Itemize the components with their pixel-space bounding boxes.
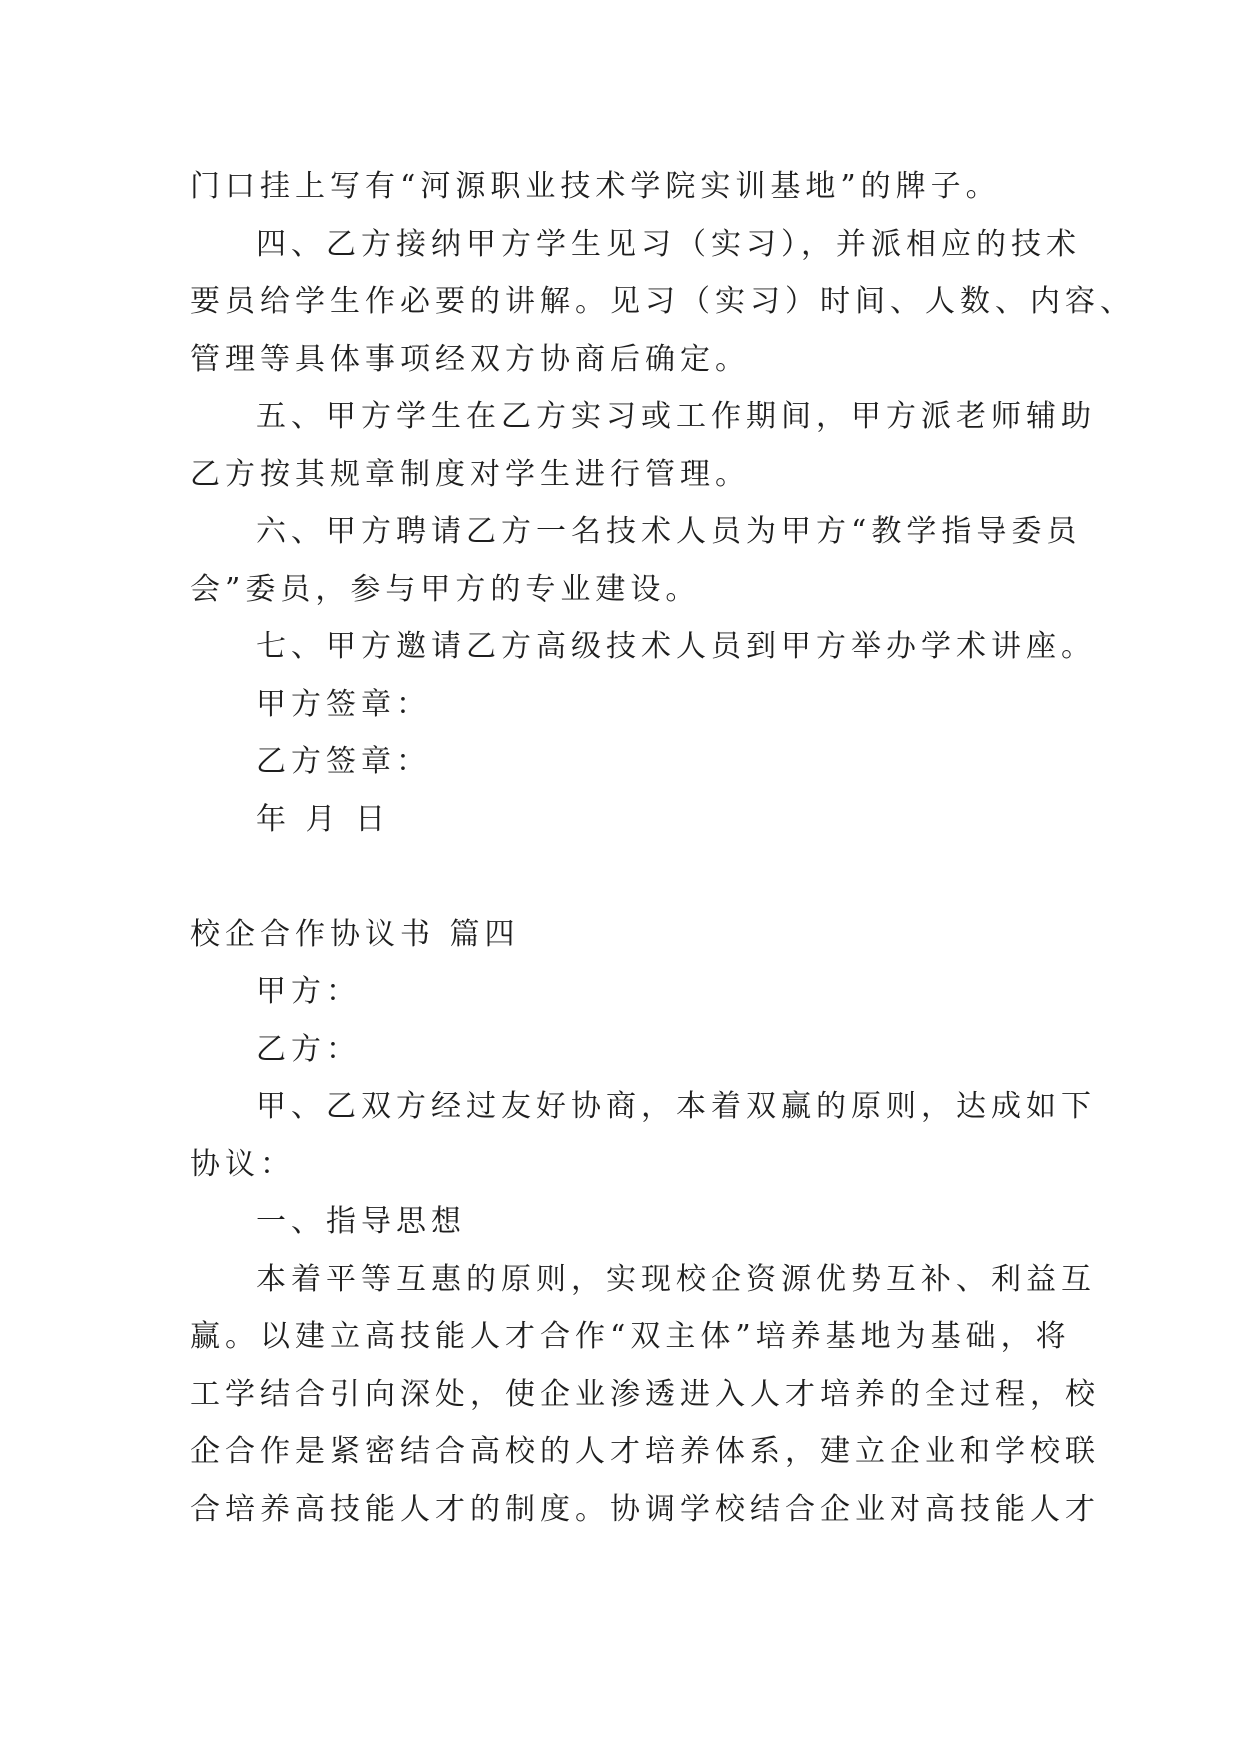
clause-six-line-1: 六、甲方聘请乙方一名技术人员为甲方“教学指导委员 [256, 514, 1082, 549]
clause-five-line-2: 乙方按其规章制度对学生进行管理。 [190, 456, 750, 492]
text-line: 门口挂上写有“河源职业技术学院实训基地”的牌子。 [190, 169, 1001, 204]
clause-six-line-2: 会”委员，参与甲方的专业建设。 [190, 571, 701, 607]
paragraph-line-5: 合培养高技能人才的制度。协调学校结合企业对高技能人才 [190, 1491, 1100, 1527]
section-spacer [190, 848, 1050, 906]
paragraph-line-4: 企合作是紧密结合高校的人才培养体系，建立企业和学校联 [190, 1434, 1100, 1469]
clause-seven-line: 七、甲方邀请乙方高级技术人员到甲方举办学术讲座。 [256, 629, 1096, 664]
paragraph-line-1: 本着平等互惠的原则，实现校企资源优势互补、利益互 [256, 1261, 1096, 1297]
party-b-signature: 乙方签章： [256, 744, 431, 779]
document-body [190, 158, 1135, 1538]
party-a-label: 甲方： [256, 974, 361, 1009]
party-a-signature: 甲方签章： [256, 686, 431, 722]
heading-guiding-ideology: 一、指导思想 [256, 1204, 466, 1239]
party-b-label: 乙方： [256, 1031, 361, 1067]
clause-four-line-1: 四、乙方接纳甲方学生见习（实习），并派相应的技术 [256, 226, 1081, 262]
clause-five-line-1: 五、甲方学生在乙方实习或工作期间，甲方派老师辅助 [256, 399, 1096, 434]
date-line: 年 月 日 [256, 801, 391, 837]
clause-four-line-2: 要员给学生作必要的讲解。见习（实习）时间、人数、内容、 [190, 284, 1135, 319]
preamble-line-2: 协议： [190, 1146, 295, 1182]
preamble-line-1: 甲、乙双方经过友好协商，本着双赢的原则，达成如下 [256, 1089, 1096, 1124]
paragraph-line-2: 赢。以建立高技能人才合作“双主体”培养基地为基础，将 [190, 1319, 1071, 1354]
clause-four-line-3: 管理等具体事项经双方协商后确定。 [190, 341, 750, 377]
paragraph-line-3: 工学结合引向深处，使企业渗透进入人才培养的全过程，校 [190, 1376, 1100, 1412]
section-title: 校企合作协议书 篇四 [190, 916, 520, 952]
